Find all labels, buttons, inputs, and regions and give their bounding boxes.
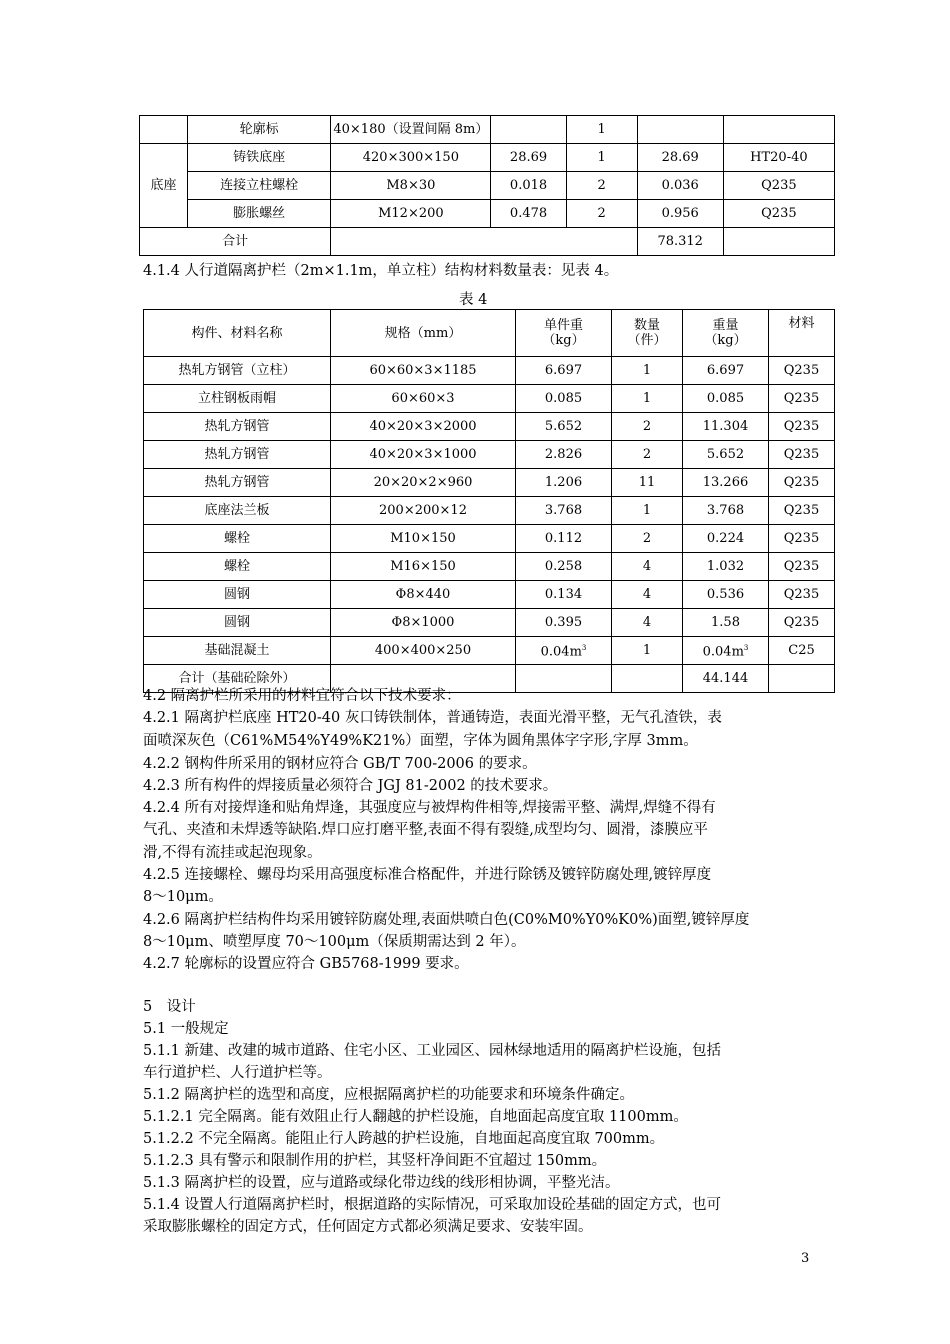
table-total-row <box>140 228 835 256</box>
text-line: 5.1.2 隔离护栏的选型和高度，应根据隔离护栏的功能要求和环境条件确定。 <box>143 1087 635 1103</box>
material-cell: Q235 <box>769 581 835 609</box>
unit-weight-cell: 0.134 <box>516 581 612 609</box>
material-cell: Q235 <box>769 441 835 469</box>
unit-weight-cell: 1.206 <box>516 469 612 497</box>
total-empty-cell <box>516 665 612 693</box>
name-cell: 轮廓标 <box>188 116 331 144</box>
total-label-cell: 合计（基础砼除外） <box>144 665 331 693</box>
text-line: 4.2.4 所有对接焊逢和贴角焊逢，其强度应与被焊构件相等,焊接需平整、满焊,焊缝不得有 <box>143 800 716 816</box>
total-material-cell <box>723 228 834 256</box>
weight-cell: 0.956 <box>637 200 723 228</box>
spec-cell: M10×150 <box>331 525 516 553</box>
unit-weight-cell <box>491 116 566 144</box>
table-row <box>140 172 835 200</box>
table-row <box>144 525 835 553</box>
qty-cell: 2 <box>566 172 637 200</box>
weight-cell: 0.536 <box>683 581 769 609</box>
material-cell: Q235 <box>769 469 835 497</box>
spec-cell: 40×20×3×2000 <box>331 413 516 441</box>
text-line: 面喷深灰色（C61%M54%Y49%K21%）面塑，字体为圆角黑体字字形,字厚 3mm。 <box>143 733 698 749</box>
table-row <box>140 116 835 144</box>
name-cell: 铸铁底座 <box>188 144 331 172</box>
name-cell: 圆钢 <box>144 609 331 637</box>
table-row <box>144 385 835 413</box>
name-cell: 螺栓 <box>144 553 331 581</box>
qty-cell: 4 <box>612 581 683 609</box>
text-line: 4.2.6 隔离护栏结构件均采用镀锌防腐处理,表面烘喷白色(C0%M0%Y0%K0%)面塑,镀锌厚度 <box>143 912 750 928</box>
text-line: 4.2.3 所有构件的焊接质量必须符合 JGJ 81-2002 的技术要求。 <box>143 778 558 794</box>
text-line: 5 设计 <box>143 999 196 1015</box>
material-table-continued <box>139 115 835 256</box>
qty-cell: 1 <box>612 385 683 413</box>
qty-cell: 1 <box>566 116 637 144</box>
header-name: 构件、材料名称 <box>144 310 331 357</box>
table-row <box>140 200 835 228</box>
qty-cell: 1 <box>612 637 683 665</box>
unit-weight-cell: 5.652 <box>516 413 612 441</box>
name-cell: 圆钢 <box>144 581 331 609</box>
table-row <box>144 581 835 609</box>
qty-cell: 11 <box>612 469 683 497</box>
weight-cell: 0.085 <box>683 385 769 413</box>
spec-cell: 60×60×3×1185 <box>331 357 516 385</box>
total-weight-cell: 44.144 <box>683 665 769 693</box>
total-empty-cell <box>612 665 683 693</box>
material-cell: Q235 <box>769 413 835 441</box>
unit-weight-cell: 3.768 <box>516 497 612 525</box>
spec-cell: 60×60×3 <box>331 385 516 413</box>
qty-cell: 1 <box>566 144 637 172</box>
text-line: 5.1.2.1 完全隔离。能有效阻止行人翻越的护栏设施，自地面起高度宜取 1100mm。 <box>143 1109 688 1125</box>
table-row <box>144 357 835 385</box>
weight-cell: $0.04m^3$ <box>683 637 769 665</box>
text-line: 5.1.2.3 具有警示和限制作用的护栏，其竖杆净间距不宜超过 150mm。 <box>143 1153 607 1169</box>
weight-cell: 0.036 <box>637 172 723 200</box>
text-line: 4.2.5 连接螺栓、螺母均采用高强度标准合格配件，并进行除锈及镀锌防腐处理,镀锌厚度 <box>143 867 712 883</box>
spec-cell: Φ8×1000 <box>331 609 516 637</box>
name-cell: 基础混凝土 <box>144 637 331 665</box>
spec-cell: Φ8×440 <box>331 581 516 609</box>
text-line: 4.2.7 轮廓标的设置应符合 GB5768-1999 要求。 <box>143 956 469 972</box>
unit-weight-cell: 0.112 <box>516 525 612 553</box>
spec-cell: 200×200×12 <box>331 497 516 525</box>
intro-line: 4.1.4 人行道隔离护栏（2m×1.1m，单立柱）结构材料数量表：见表 4。 <box>143 263 619 279</box>
weight-cell: 11.304 <box>683 413 769 441</box>
name-cell: 热轧方钢管 <box>144 441 331 469</box>
weight-cell: 1.58 <box>683 609 769 637</box>
weight-cell: 3.768 <box>683 497 769 525</box>
page-number: 3 <box>801 1251 810 1266</box>
header-weight: 重量 （kg） <box>683 310 769 357</box>
unit-weight-cell: 28.69 <box>491 144 566 172</box>
qty-cell: 2 <box>612 413 683 441</box>
header-unit-weight: 单件重 （kg） <box>516 310 612 357</box>
material-cell: HT20-40 <box>723 144 834 172</box>
weight-cell: 1.032 <box>683 553 769 581</box>
table-row <box>144 497 835 525</box>
material-cell: Q235 <box>769 385 835 413</box>
total-material-cell <box>769 665 835 693</box>
unit-weight-cell: 0.018 <box>491 172 566 200</box>
material-cell: Q235 <box>769 357 835 385</box>
table-row <box>144 469 835 497</box>
unit-weight-cell: 0.395 <box>516 609 612 637</box>
text-line: 5.1.3 隔离护栏的设置，应与道路或绿化带边线的线形相协调，平整光洁。 <box>143 1175 620 1191</box>
header-qty: 数量 （件） <box>612 310 683 357</box>
table-row <box>144 441 835 469</box>
spec-cell: M12×200 <box>331 200 491 228</box>
spec-cell: 40×180（设置间隔 8m） <box>331 116 491 144</box>
name-cell: 热轧方钢管 <box>144 469 331 497</box>
table-row <box>140 144 835 172</box>
text-line: 5.1.4 设置人行道隔离护栏时，根据道路的实际情况，可采取加设砼基础的固定方式，也可 <box>143 1197 721 1213</box>
cubic-mark: 3 <box>743 644 749 653</box>
group-cell <box>140 116 188 144</box>
material-cell: Q235 <box>769 553 835 581</box>
material-cell: Q235 <box>769 525 835 553</box>
name-cell: 热轧方钢管（立柱） <box>144 357 331 385</box>
total-empty-cell <box>331 228 637 256</box>
unit-weight-cell: 6.697 <box>516 357 612 385</box>
text-line: 5.1.1 新建、改建的城市道路、住宅小区、工业园区、园林绿地适用的隔离护栏设施，包括 <box>143 1043 721 1059</box>
weight-cell: 13.266 <box>683 469 769 497</box>
unit-weight-cell: $0.04m^3$ <box>516 637 612 665</box>
spec-cell: 400×400×250 <box>331 637 516 665</box>
text-line: 采取膨胀螺栓的固定方式，任何固定方式都必须满足要求、安装牢固。 <box>143 1219 593 1235</box>
qty-cell: 2 <box>566 200 637 228</box>
unit-weight-cell: 0.478 <box>491 200 566 228</box>
qty-cell: 4 <box>612 553 683 581</box>
table-row <box>144 637 835 665</box>
weight-cell: 5.652 <box>683 441 769 469</box>
name-cell: 立柱钢板雨帽 <box>144 385 331 413</box>
material-cell: Q235 <box>769 609 835 637</box>
material-cell <box>723 116 834 144</box>
name-cell: 膨胀螺丝 <box>188 200 331 228</box>
material-cell: Q235 <box>723 200 834 228</box>
weight-cell: 28.69 <box>637 144 723 172</box>
header-spec: 规格（mm） <box>331 310 516 357</box>
qty-cell: 2 <box>612 525 683 553</box>
spec-cell: 20×20×2×960 <box>331 469 516 497</box>
spec-cell: 40×20×3×1000 <box>331 441 516 469</box>
text-line: 车行道护栏、人行道护栏等。 <box>143 1065 332 1081</box>
text-line: 4.2.2 钢构件所采用的钢材应符合 GB/T 700-2006 的要求。 <box>143 756 537 772</box>
qty-cell: 2 <box>612 441 683 469</box>
weight-cell: 6.697 <box>683 357 769 385</box>
text-line: 滑,不得有流挂或起泡现象。 <box>143 845 322 861</box>
material-cell: Q235 <box>769 497 835 525</box>
text-line: 5.1 一般规定 <box>143 1021 229 1037</box>
group-cell: 底座 <box>140 144 188 228</box>
material-cell: Q235 <box>723 172 834 200</box>
table-row <box>144 609 835 637</box>
table-row <box>144 413 835 441</box>
unit-weight-cell: 0.258 <box>516 553 612 581</box>
total-label-cell: 合计 <box>140 228 331 256</box>
material-cell: C25 <box>769 637 835 665</box>
name-cell: 连接立柱螺栓 <box>188 172 331 200</box>
unit-weight-cell: 2.826 <box>516 441 612 469</box>
weight-cell: 0.224 <box>683 525 769 553</box>
text-line: 4.2 隔离护栏所采用的材料宜符合以下技术要求： <box>143 688 461 704</box>
text-line: 8～10μm。 <box>143 889 223 905</box>
table-row <box>144 553 835 581</box>
spec-cell: M8×30 <box>331 172 491 200</box>
table-4 <box>143 309 835 693</box>
qty-cell: 1 <box>612 357 683 385</box>
table-caption: 表 4 <box>459 292 488 308</box>
table-header-row <box>144 310 835 357</box>
text-line: 4.2.1 隔离护栏底座 HT20-40 灰口铸铁制体，普通铸造，表面光滑平整，无气孔渣铁，表 <box>143 710 722 726</box>
text-line: 8～10μm、喷塑厚度 70～100μm（保质期需达到 2 年）。 <box>143 934 526 950</box>
unit-weight-cell: 0.085 <box>516 385 612 413</box>
spec-cell: M16×150 <box>331 553 516 581</box>
name-cell: 底座法兰板 <box>144 497 331 525</box>
weight-cell <box>637 116 723 144</box>
name-cell: 螺栓 <box>144 525 331 553</box>
header-material: 材料 <box>769 310 835 357</box>
text-line: 气孔、夹渣和未焊透等缺陷.焊口应打磨平整,表面不得有裂缝,成型均匀、圆滑，漆膜应平 <box>143 822 708 838</box>
text-line: 5.1.2.2 不完全隔离。能阻止行人跨越的护栏设施，自地面起高度宜取 700mm。 <box>143 1131 665 1147</box>
spec-cell: 420×300×150 <box>331 144 491 172</box>
name-cell: 热轧方钢管 <box>144 413 331 441</box>
qty-cell: 4 <box>612 609 683 637</box>
total-weight-cell: 78.312 <box>637 228 723 256</box>
cubic-mark: 3 <box>581 644 587 653</box>
qty-cell: 1 <box>612 497 683 525</box>
